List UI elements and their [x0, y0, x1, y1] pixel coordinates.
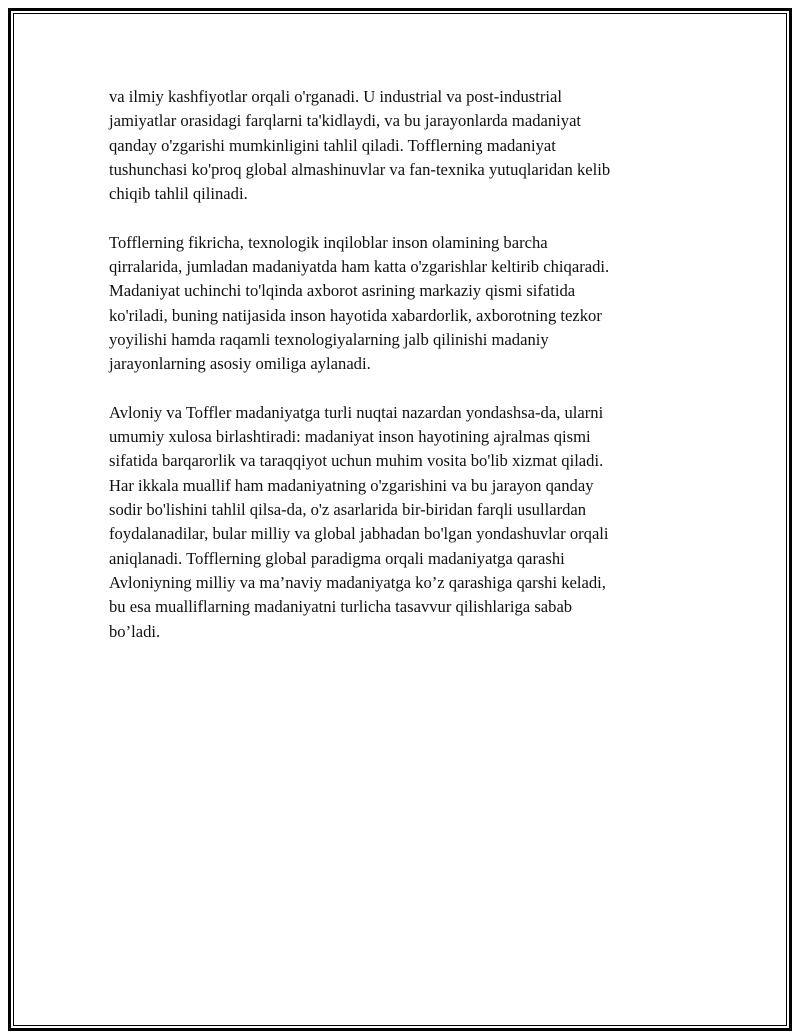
paragraph-line: Madaniyat uchinchi to'lqinda axborot asrining markaziy qismi sifatida: [109, 281, 576, 301]
paragraph-line: bu esa mualliflarning madaniyatni turlicha tasavvur qilishlariga sabab: [109, 597, 573, 617]
paragraph-line: sifatida barqarorlik va taraqqiyot uchun muhim vosita bo'lib xizmat qiladi.: [109, 451, 604, 471]
paragraph-line: tushunchasi ko'proq global almashinuvlar va fan-texnika yutuqlaridan kelib: [109, 159, 611, 179]
paragraph-line: umumiy xulosa birlashtiradi: madaniyat inson hayotining ajralmas qismi: [109, 427, 591, 447]
paragraph-line: Avloniyning milliy va ma’naviy madaniyatga ko’z qarashiga qarshi keladi,: [109, 572, 606, 592]
paragraph-line: Tofflerning fikricha, texnologik inqiloblar inson olamining barcha: [109, 232, 548, 252]
paragraph-line: sodir bo'lishini tahlil qilsa-da, o'z asarlarida bir-biridan farqli usullardan: [109, 500, 587, 520]
paragraph-line: Avloniy va Toffler madaniyatga turli nuqtai nazardan yondashsa-da, ularni: [109, 402, 604, 422]
paragraph-line: ko'riladi, buning natijasida inson hayotida xabardorlik, axborotning tezkor: [109, 305, 602, 325]
paragraph-3: [109, 401, 679, 644]
paragraph-line: chiqib tahlil qilinadi.: [109, 184, 248, 204]
paragraph-line: Har ikkala muallif ham madaniyatning o'zgarishini va bu jarayon qanday: [109, 475, 594, 495]
paragraph-line: bo’ladi.: [109, 621, 161, 641]
paragraph-line: foydalanadilar, bular milliy va global jabhadan bo'lgan yondashuvlar orqali: [109, 524, 609, 544]
paragraph-line: qirralarida, jumladan madaniyatda ham katta o'zgarishlar keltirib chiqaradi.: [109, 257, 610, 277]
paragraph-line: jamiyatlar orasidagi farqlarni ta'kidlaydi, va bu jarayonlarda madaniyat: [109, 111, 582, 131]
paragraph-2: [109, 231, 679, 377]
document-body: [109, 85, 679, 668]
paragraph-line: aniqlanadi. Tofflerning global paradigma orqali madaniyatga qarashi: [109, 548, 565, 568]
paragraph-line: va ilmiy kashfiyotlar orqali o'rganadi. U industrial va post-industrial: [109, 87, 562, 106]
paragraph-line: qanday o'zgarishi mumkinligini tahlil qiladi. Tofflerning madaniyat: [109, 135, 556, 155]
paragraph-line: yoyilishi hamda raqamli texnologiyalarning jalb qilinishi madaniy: [109, 329, 549, 349]
paragraph-line: jarayonlarning asosiy omiliga aylanadi.: [109, 354, 371, 374]
paragraph-1: [109, 85, 679, 206]
